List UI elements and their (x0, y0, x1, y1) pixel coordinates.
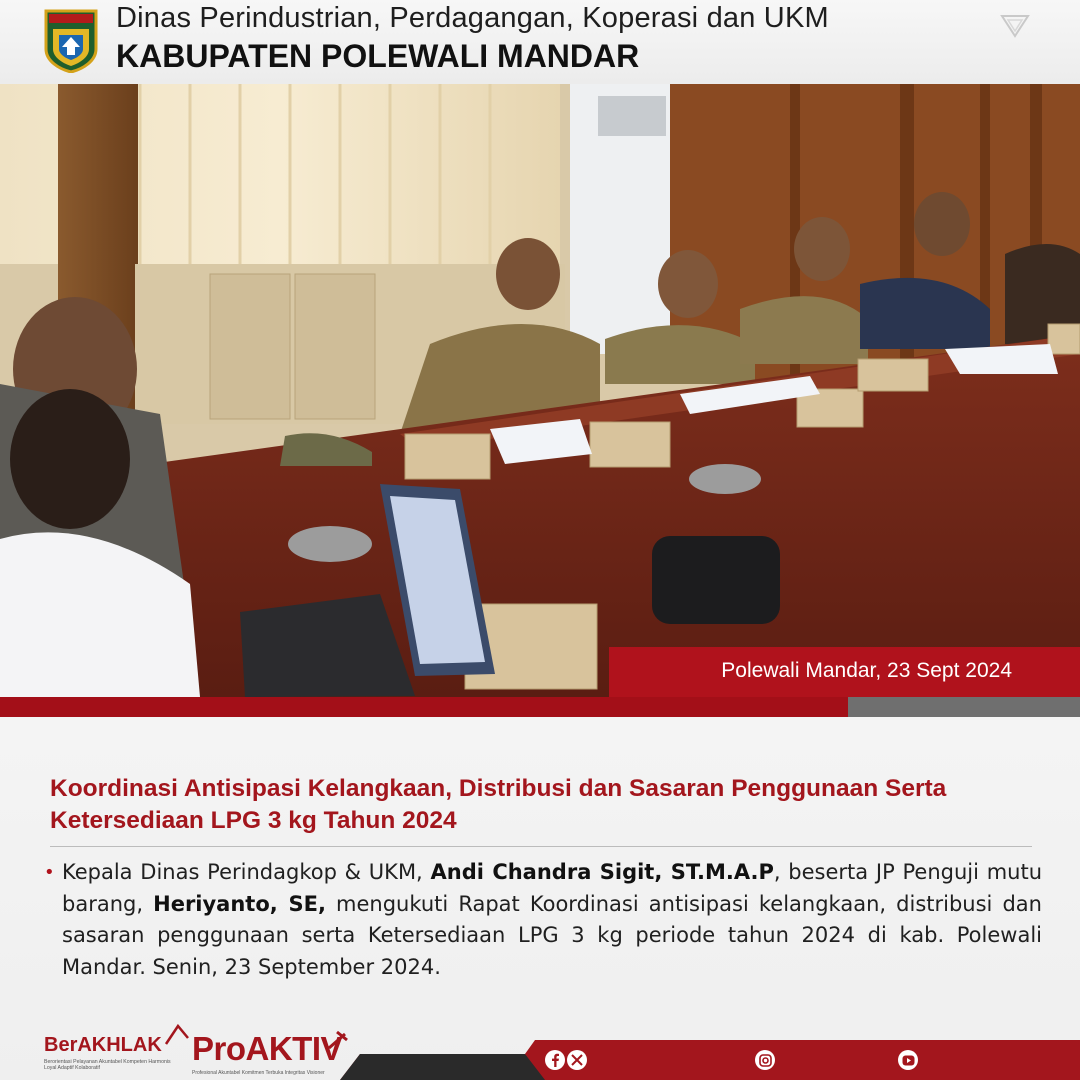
photo-caption: Polewali Mandar, 23 Sept 2024 (721, 659, 1012, 682)
bullet-icon: • (44, 862, 55, 883)
proaktiv-logo (192, 1030, 352, 1076)
triangle-down-icon (1000, 13, 1030, 39)
accent-stripe-gray (848, 697, 1080, 717)
facebook-icon[interactable] (545, 1050, 565, 1070)
body-text-part: mengukuti Rapat Koordinasi antisipasi kelangkaan, distribusi dan sasaran penggunaan serta Ketersediaan LPG 3 kg periode tahun 2024 di kab. Polewali Mandar. Senin, 23 September 2024. (62, 891, 1042, 979)
proaktiv-title: ProAKTIV (192, 1030, 343, 1067)
youtube-icon[interactable] (898, 1050, 918, 1070)
berakhlak-mark-icon (164, 1024, 190, 1046)
header (0, 0, 1080, 84)
instagram-icon[interactable] (755, 1050, 775, 1070)
x-icon[interactable] (567, 1050, 587, 1070)
body-text-part: Kepala Dinas Perindagkop & UKM, (62, 860, 431, 884)
regency-crest-icon (43, 9, 99, 73)
title-divider (50, 846, 1032, 847)
berakhlak-title: BerAKHLAK (44, 1034, 162, 1056)
article-title: Koordinasi Antisipasi Kelangkaan, Distribusi dan Sasaran Penggunaan Serta Ketersediaan LPG 3 kg Tahun 2024 (50, 775, 947, 834)
meeting-photo (0, 84, 1080, 697)
berakhlak-tagline: Berorientasi Pelayanan Akuntabel Kompeten Harmonis Loyal Adaptif Kolaboratif (44, 1059, 171, 1071)
person-name: Heriyanto, SE, (153, 891, 326, 916)
accent-stripe-red (0, 697, 848, 717)
region-name: KABUPATEN POLEWALI MANDAR (116, 38, 640, 74)
proaktiv-tagline: Profesional Akuntabel Komitmen Terbuka Integritas Visioner (192, 1070, 325, 1076)
agency-name: Dinas Perindustrian, Perdagangan, Koperasi dan UKM (116, 2, 829, 34)
photo-caption-banner (609, 647, 1080, 697)
article-body (62, 857, 1042, 983)
body-text-part: , beserta JP Penguji mutu barang, (62, 860, 1043, 916)
person-name: Andi Chandra Sigit, ST.M.A.P (430, 860, 774, 884)
berakhlak-logo (44, 1024, 184, 1070)
footer-social-bar (340, 1040, 1080, 1080)
